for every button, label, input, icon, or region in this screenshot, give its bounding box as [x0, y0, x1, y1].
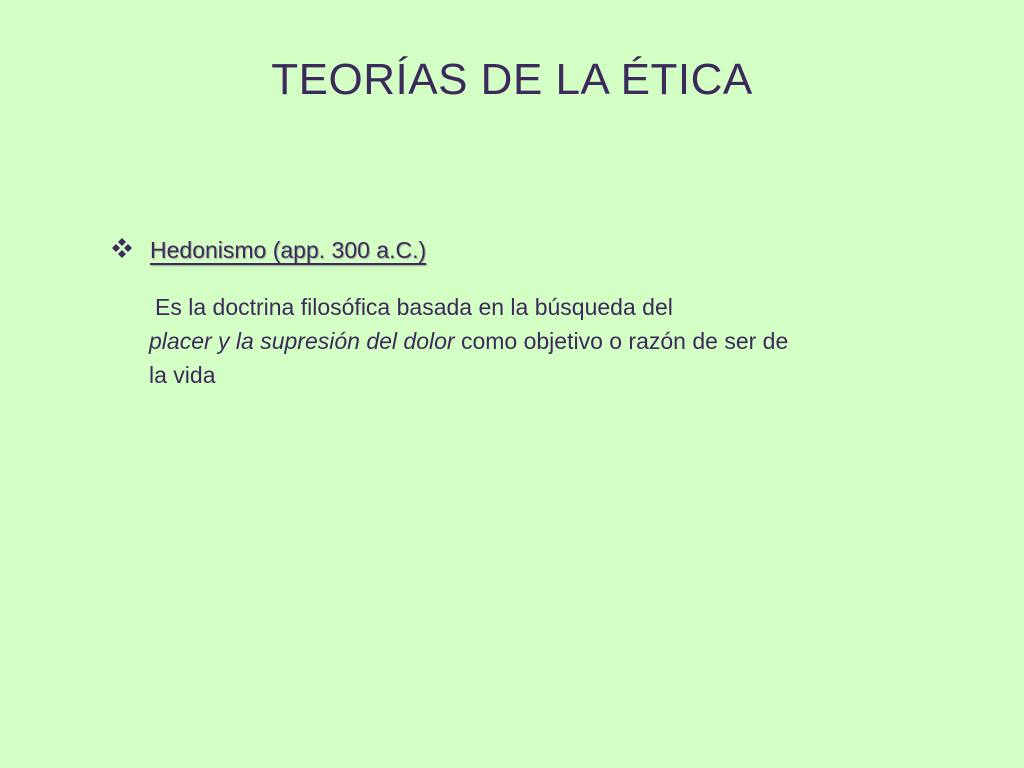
definition-paragraph: [149, 290, 809, 392]
definition-text-italic: placer y la supresión del dolor: [149, 328, 455, 354]
slide-title: TEORÍAS DE LA ÉTICA: [271, 55, 753, 104]
definition-text-part2: como objetivo o razón de ser de la vida: [149, 328, 789, 388]
bullet-item: [112, 232, 812, 268]
slide-content: [112, 232, 812, 388]
four-diamond-bullet-icon: [112, 238, 132, 258]
bullet-heading: Hedonismo (app. 300 a.C.): [150, 237, 427, 263]
definition-text-part1: Es la doctrina filosófica basada en la búsqueda del: [155, 294, 673, 320]
